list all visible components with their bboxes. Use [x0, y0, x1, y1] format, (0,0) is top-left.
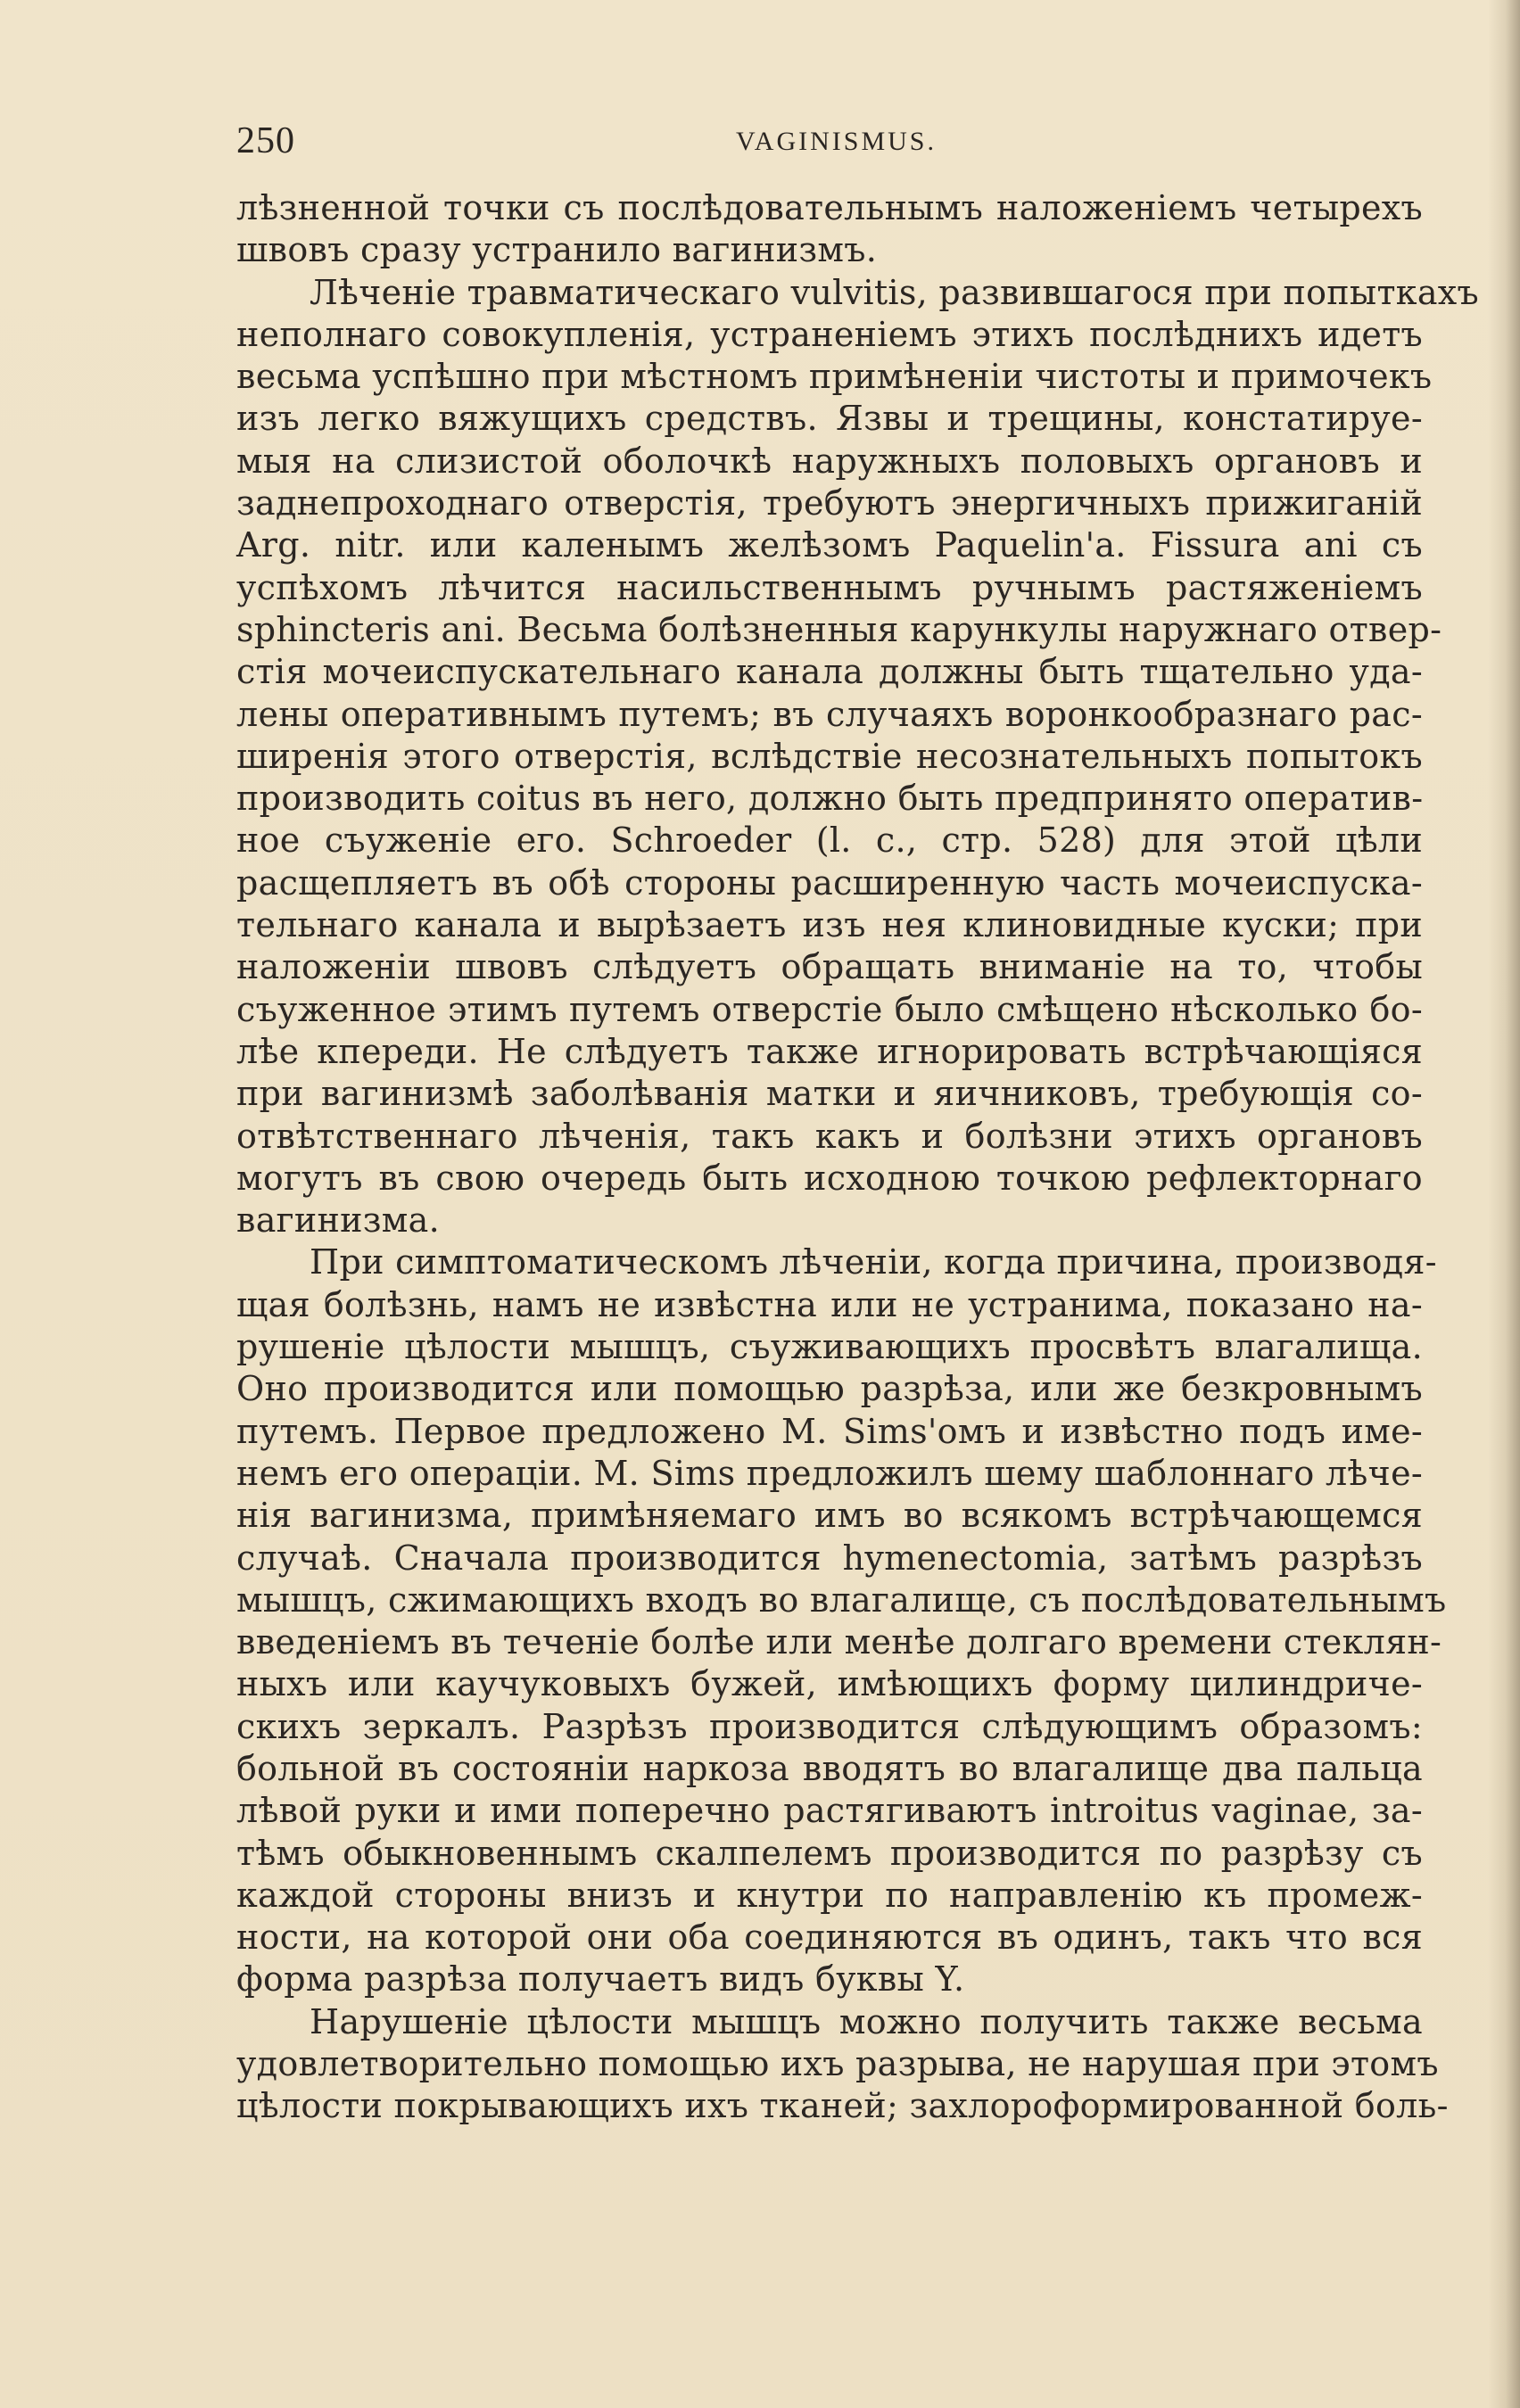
text-line: ности, на которой они оба соединяются въ одинъ, такъ что вся: [236, 1917, 1423, 1958]
text-line: могутъ въ свою очередь быть исходною точкою рефлекторнаго: [236, 1158, 1423, 1198]
text-line: каждой стороны внизъ и кнутри по направленію къ промеж-: [236, 1875, 1423, 1915]
text-line: съуженное этимъ путемъ отверстіе было смѣщено нѣсколько бо-: [236, 989, 1423, 1029]
text-line: больной въ состояніи наркоза вводятъ во влагалище два пальца: [236, 1748, 1423, 1788]
text-line: лѣвой руки и ими поперечно растягиваютъ introitus vaginae, за-: [236, 1791, 1423, 1831]
text-line: производить coitus въ него, должно быть предпринято оператив-: [236, 779, 1424, 819]
body-text: [236, 187, 1480, 2128]
text-line: Оно производится или помощью разрѣза, или же безкровнымъ: [236, 1369, 1423, 1409]
text-line: отвѣтственнаго лѣченія, такъ какъ и болѣзни этихъ органовъ: [236, 1116, 1423, 1156]
page-number: 250: [236, 120, 295, 161]
text-line: лѣе кпереди. Не слѣдуетъ также игнорировать встрѣчающіяся: [236, 1031, 1423, 1071]
text-line: скихъ зеркалъ. Разрѣзъ производится слѣдующимъ образомъ:: [236, 1706, 1423, 1746]
text-line: тельнаго канала и вырѣзаетъ изъ нея клиновидные куски; при: [236, 905, 1423, 945]
text-line: немъ его операціи. M. Sims предложилъ шему шаблоннаго лѣче-: [236, 1453, 1423, 1493]
text-line: рушеніе цѣлости мышцъ, съуживающихъ просвѣтъ влагалища.: [236, 1327, 1423, 1367]
text-line: весьма успѣшно при мѣстномъ примѣненіи чистоты и примочекъ: [236, 357, 1433, 397]
text-line: щая болѣзнь, намъ не извѣстна или не устранима, показано на-: [236, 1284, 1423, 1324]
text-line: цѣлости покрывающихъ ихъ тканей; захлороформированной боль-: [236, 2086, 1449, 2126]
text-line: наложеніи швовъ слѣдуетъ обращать вниманіе на то, чтобы: [236, 947, 1423, 987]
text-line: мыя на слизистой оболочкѣ наружныхъ половыхъ органовъ и: [236, 441, 1423, 481]
text-line: тѣмъ обыкновеннымъ скалпелемъ производится по разрѣзу съ: [236, 1833, 1423, 1873]
paragraph-first-line: Нарушеніе цѣлости мышцъ можно получить также весьма: [310, 2001, 1423, 2041]
text-line: удовлетворительно помощью ихъ разрыва, не нарушая при этомъ: [236, 2044, 1439, 2084]
text-line: неполнаго совокупленія, устраненіемъ этихъ послѣднихъ идетъ: [236, 314, 1423, 354]
text-line: случаѣ. Сначала производится hymenectomia, затѣмъ разрѣзъ: [236, 1538, 1423, 1578]
text-line: изъ легко вяжущихъ средствъ. Язвы и трещины, констатируе-: [236, 399, 1423, 439]
text-line: ширенія этого отверстія, вслѣдствіе несознательныхъ попытокъ: [236, 736, 1423, 776]
running-title: VAGINISMUS.: [736, 127, 937, 156]
text-line: при вагинизмѣ заболѣванія матки и яичниковъ, требующія со-: [236, 1074, 1423, 1114]
text-line: швовъ сразу устранило вагинизмъ.: [236, 230, 878, 270]
text-line: нія вагинизма, примѣняемаго имъ во всякомъ встрѣчающемся: [236, 1496, 1423, 1536]
text-line: заднепроходнаго отверстія, требуютъ энергичныхъ прижиганій: [236, 483, 1423, 524]
text-line: успѣхомъ лѣчится насильственнымъ ручнымъ растяженіемъ: [236, 567, 1423, 607]
text-line: стія мочеиспускательнаго канала должны быть тщательно уда-: [236, 652, 1423, 692]
page-header: [236, 120, 1436, 164]
page-edge-shadow: [1488, 0, 1520, 2408]
paragraph-first-line: При симптоматическомъ лѣченіи, когда причина, производя-: [310, 1242, 1437, 1282]
text-line: вагинизма.: [236, 1200, 440, 1241]
text-line: лѣзненной точки съ послѣдовательнымъ наложеніемъ четырехъ: [236, 188, 1423, 227]
text-line: форма разрѣза получаетъ видъ буквы Y.: [236, 1959, 965, 2000]
text-line: введеніемъ въ теченіе болѣе или менѣе долгаго времени стеклян-: [236, 1622, 1442, 1662]
text-line: ныхъ или каучуковыхъ бужей, имѣющихъ форму цилиндриче-: [236, 1664, 1423, 1704]
text-line: мышцъ, сжимающихъ входъ во влагалище, съ послѣдовательнымъ: [236, 1579, 1447, 1620]
text-line: Arg. nitr. или каленымъ желѣзомъ Paquelin'а. Fissura ani съ: [236, 525, 1423, 565]
text-line: путемъ. Первое предложено M. Sims'омъ и извѣстно подъ име-: [236, 1411, 1423, 1451]
text-line: sphincteris ani. Весьма болѣзненныя карункулы наружнаго отвер-: [236, 609, 1442, 649]
text-line: лены оперативнымъ путемъ; въ случаяхъ воронкообразнаго рас-: [236, 694, 1423, 734]
text-line: ное съуженіе его. Schroeder (l. c., стр. 528) для этой цѣли: [236, 821, 1423, 861]
paragraph-first-line: Лѣченіе травматическаго vulvitis, развившагося при попыткахъ: [310, 272, 1480, 312]
text-line: расщепляетъ въ обѣ стороны расширенную часть мочеиспуска-: [236, 862, 1423, 903]
